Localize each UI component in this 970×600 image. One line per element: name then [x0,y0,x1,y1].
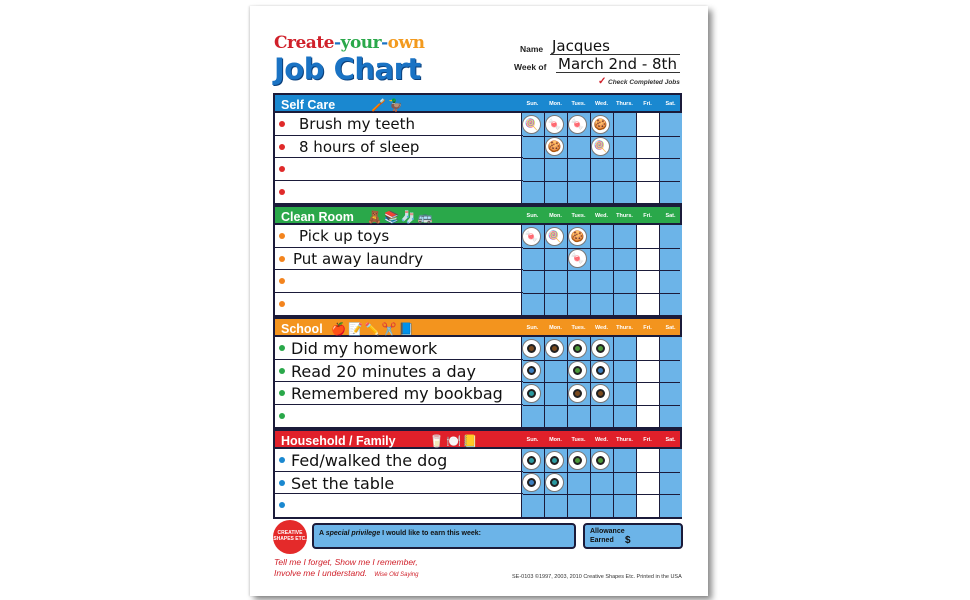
candy-sticker-icon[interactable]: 🍬 [568,249,587,268]
section-icon: 📚 [383,210,399,224]
section-header [273,205,682,225]
day-header: Fri. [643,213,652,219]
eye-sticker-icon[interactable] [522,473,541,492]
grid-line [523,405,680,406]
eye-sticker-icon[interactable] [591,339,610,358]
day-column [659,449,682,517]
day-header: Thurs. [616,101,633,107]
section-body [273,449,682,519]
section-icon: 🧦 [400,210,416,224]
section-icons [331,321,414,337]
day-column [636,449,659,517]
section-icon: ✏️ [364,322,380,336]
wise-old-saying [274,557,418,581]
day-header: Fri. [643,437,652,443]
task-row[interactable] [275,181,523,204]
grid-line [523,248,680,249]
bullet-dot [279,390,285,396]
bullet-dot [279,345,285,351]
bullet-dot [279,301,285,307]
section-header [273,317,682,337]
section-icon: 📘 [398,322,414,336]
title-job-chart: Job Chart [274,52,421,86]
bullet-dot [279,413,285,419]
title-word: - [381,33,388,53]
task-row[interactable] [275,158,523,181]
name-field[interactable] [520,39,680,55]
day-header: Mon. [549,101,562,107]
day-header: Tues. [571,213,586,219]
task-row[interactable] [275,293,523,316]
week-label: Week of [514,62,547,72]
grid-line [523,270,680,271]
check-completed-note: Check Completed Jobs [608,79,680,86]
candy-sticker-icon[interactable]: 🍬 [568,115,587,134]
bullet-dot [279,121,285,127]
check-icon: ✓ [598,76,607,87]
task-row[interactable] [275,248,523,271]
bullet-dot [279,189,285,195]
special-privilege-label: A special privilege I would like to earn this week: [319,530,481,537]
task-text: Remembered my bookbag [291,384,503,403]
eye-sticker-icon[interactable] [591,361,610,380]
task-text: Did my homework [291,339,438,358]
day-header: Mon. [549,325,562,331]
eye-sticker-icon[interactable] [522,339,541,358]
eye-sticker-icon[interactable] [568,339,587,358]
bullet-dot [279,368,285,374]
eye-sticker-icon[interactable] [545,339,564,358]
section-icons [367,209,433,225]
day-header: Sat. [665,437,676,443]
title-word: your [340,33,382,53]
candy-sticker-icon[interactable]: 🍭 [591,137,610,156]
section-household-family [273,429,682,519]
section-icons [371,97,403,113]
task-text: Pick up toys [299,227,390,245]
task-row[interactable] [275,360,523,383]
section-icon: 🦆 [387,98,403,112]
day-header: Tues. [571,101,586,107]
creative-shapes-logo: CREATIVE SHAPES ETC. [273,520,307,554]
section-icon: 🚌 [417,210,433,224]
bullet-dot [279,480,285,486]
eye-sticker-icon[interactable] [591,451,610,470]
day-header: Sat. [665,101,676,107]
section-icon: 🥛 [429,434,444,448]
candy-sticker-icon[interactable]: 🍬 [545,115,564,134]
candy-sticker-icon[interactable]: 🍬 [522,227,541,246]
section-body [273,113,682,205]
bullet-dot [279,166,285,172]
task-text: Set the table [291,473,395,493]
section-school [273,317,682,429]
week-field[interactable] [514,57,680,73]
day-header: Wed. [594,437,609,443]
section-icon: 📒 [462,434,478,448]
section-icon: ✂️ [381,322,397,336]
quote-attribution: Wise Old Saying [374,572,419,578]
grid-line [523,293,680,294]
allowance-box[interactable] [583,523,683,549]
candy-sticker-icon[interactable]: 🍭 [522,115,541,134]
candy-sticker-icon[interactable]: 🍪 [568,227,587,246]
allowance-label: Allowance [590,528,625,535]
section-title: Clean Room [281,210,354,224]
task-row[interactable] [275,337,523,360]
section-title: Self Care [281,98,336,112]
task-text: 8 hours of sleep [299,137,420,156]
grid-line [523,494,680,495]
task-row[interactable] [275,136,523,159]
grid-line [523,472,680,473]
section-clean-room [273,205,682,317]
task-text: Read 20 minutes a day [291,361,476,381]
day-header: Tues. [571,437,586,443]
day-header: Sat. [665,325,676,331]
task-row[interactable] [275,270,523,293]
day-header: Wed. [594,101,609,107]
eye-sticker-icon[interactable] [522,361,541,380]
section-icon: 📝 [347,322,363,336]
day-header: Mon. [549,437,562,443]
task-row[interactable] [275,225,523,248]
grid-line [523,158,680,159]
task-row[interactable] [275,449,523,472]
task-text: Brush my teeth [299,115,416,133]
task-text: Fed/walked the dog [291,451,448,470]
day-header: Thurs. [616,437,633,443]
name-value: Jacques [552,37,610,55]
task-text: Put away laundry [293,249,424,268]
day-header: Sat. [665,213,676,219]
section-icon: 🍽️ [445,434,461,448]
day-header: Fri. [643,325,652,331]
bullet-dot [279,502,285,508]
bullet-dot [279,278,285,284]
quote-line-1: Tell me I forget, Show me I remember, [274,557,418,567]
title-word: Create [274,33,334,53]
section-icon: 🪥 [371,98,386,112]
title-word: own [387,33,425,53]
job-chart-sheet [250,6,708,596]
task-row[interactable] [275,382,523,405]
task-row[interactable] [275,113,523,136]
bullet-dot [279,233,285,239]
currency-symbol: $ [625,535,631,546]
candy-sticker-icon[interactable]: 🍪 [591,115,610,134]
section-title: School [281,322,323,336]
eye-sticker-icon[interactable] [568,384,587,403]
eye-sticker-icon[interactable] [545,451,564,470]
section-self-care [273,93,682,205]
section-header [273,93,682,113]
eye-sticker-icon[interactable] [568,361,587,380]
day-header: Sun. [526,325,539,331]
eye-sticker-icon[interactable] [522,384,541,403]
task-row[interactable] [275,405,523,428]
bullet-dot [279,144,285,150]
copyright-text: SE-0103 ©1997, 2003, 2010 Creative Shapes Etc. Printed in the USA [512,574,682,580]
task-row[interactable] [275,472,523,495]
day-header: Wed. [594,325,609,331]
day-header: Sun. [526,213,539,219]
section-title: Household / Family [281,434,396,448]
day-header: Mon. [549,213,562,219]
grid-line [523,382,680,383]
title-create-your-own [274,33,425,53]
eye-sticker-icon[interactable] [545,473,564,492]
day-header: Fri. [643,101,652,107]
day-header: Tues. [571,325,586,331]
quote-line-2: Involve me I understand. Wise Old Saying [274,568,419,578]
day-header: Thurs. [616,325,633,331]
day-header: Sun. [526,101,539,107]
day-header: Sun. [526,437,539,443]
section-body [273,225,682,317]
week-underline [556,72,680,73]
eye-sticker-icon[interactable] [522,451,541,470]
day-column [613,449,636,517]
special-privilege-box[interactable] [312,523,576,549]
task-row[interactable] [275,494,523,517]
candy-sticker-icon[interactable]: 🍭 [545,227,564,246]
title-word: - [334,33,341,53]
section-header [273,429,682,449]
earned-label: Earned [590,537,614,544]
day-header: Thurs. [616,213,633,219]
eye-sticker-icon[interactable] [568,451,587,470]
name-label: Name [520,44,544,54]
candy-sticker-icon[interactable]: 🍪 [545,137,564,156]
day-header: Wed. [594,213,609,219]
section-body [273,337,682,429]
section-icon: 🧸 [367,210,382,224]
week-value: March 2nd - 8th [558,55,677,73]
section-icon: 🍎 [331,322,346,336]
grid-line [523,181,680,182]
bullet-dot [279,457,285,463]
bullet-dot [279,256,285,262]
eye-sticker-icon[interactable] [591,384,610,403]
section-icons [429,433,478,449]
